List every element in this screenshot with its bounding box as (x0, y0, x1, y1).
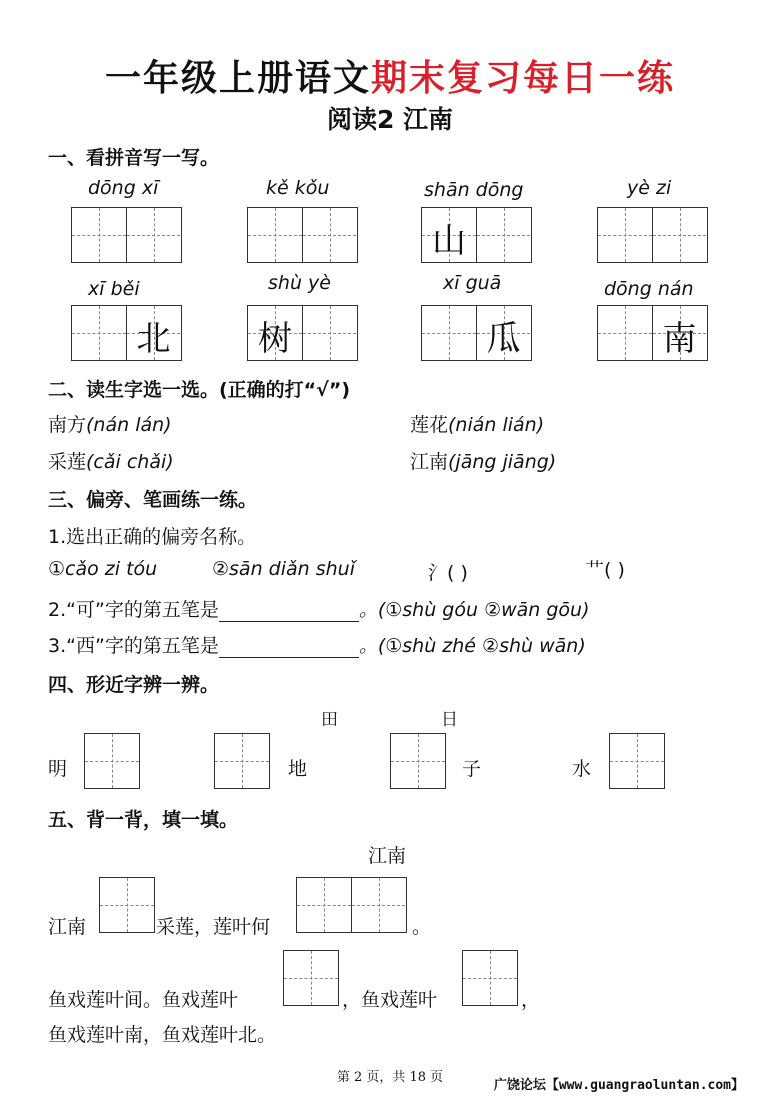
question-2: 2.“可”字的第五笔是 。(①shù góu ②wān gōu) (48, 599, 590, 621)
writing-grid[interactable]: 南 (597, 305, 708, 361)
pinyin-label: xī běi (88, 278, 140, 300)
choice-item[interactable]: 南方(nán lán) (48, 414, 172, 436)
pinyin-label: dōng nán (604, 278, 694, 300)
pinyin-label: kě kǒu (266, 177, 330, 199)
writing-grid[interactable] (597, 207, 708, 263)
poem-line-2a: 鱼戏莲叶间。鱼戏莲叶 (48, 989, 239, 1011)
fill-box[interactable] (283, 950, 339, 1006)
char-before: 水 (572, 758, 592, 780)
page-number: 第 2 页，共 18 页 (336, 1070, 444, 1085)
poem-line-1b: 采莲，莲叶何 (156, 916, 271, 938)
page-title (0, 50, 780, 101)
section1-heading: 一、看拼音写一写。 (48, 147, 220, 169)
fill-box[interactable] (390, 733, 446, 789)
writing-grid[interactable]: 瓜 (421, 305, 532, 361)
writing-grid[interactable] (71, 207, 182, 263)
radical-option-1: ①cǎo zi tóu (48, 558, 158, 580)
title-red: 期末复习每日一练 (371, 58, 676, 99)
title-black: 一年级上册语文 (104, 58, 371, 99)
pinyin-label: shān dōng (424, 179, 524, 201)
poem-line-2b: ，鱼戏莲叶 (342, 989, 438, 1011)
writing-grid[interactable] (247, 207, 358, 263)
fill-box[interactable] (609, 733, 665, 789)
fill-box[interactable] (84, 733, 140, 789)
fill-box[interactable] (462, 950, 518, 1006)
poem-line-2c: ， (521, 989, 541, 1011)
choice-item[interactable]: 江南(jāng jiāng) (410, 451, 557, 473)
char-after: 地 (288, 758, 308, 780)
poem-line-3: 鱼戏莲叶南，鱼戏莲叶北。 (48, 1024, 277, 1046)
radical-blank-1[interactable]: 氵( ) (428, 562, 468, 584)
section2-heading: 二、读生字选一选。(正确的打“√”) (48, 379, 351, 401)
writing-grid[interactable]: 山 (421, 207, 532, 263)
section5-heading: 五、背一背，填一填。 (48, 809, 239, 831)
pinyin-label: xī guā (443, 272, 502, 294)
pinyin-label: shù yè (268, 272, 331, 294)
writing-grid[interactable]: 北 (71, 305, 182, 361)
section4-heading: 四、形近字辨一辨。 (48, 674, 220, 696)
answer-blank[interactable] (219, 601, 359, 622)
site-watermark: 广饶论坛【www.guangraoluntan.com】 (493, 1078, 744, 1093)
writing-grid[interactable]: 树 (247, 305, 358, 361)
section3-heading: 三、偏旁、笔画练一练。 (48, 489, 258, 511)
radical-blank-2[interactable]: 艹( ) (585, 559, 625, 581)
choice-item[interactable]: 莲花(nián lián) (410, 414, 545, 436)
poem-title: 江南 (368, 845, 407, 867)
choice-item[interactable]: 采莲(cǎi chǎi) (48, 451, 174, 473)
choice-char: 田 (321, 710, 338, 730)
question-1: 1.选出正确的偏旁名称。 (48, 526, 257, 548)
choice-char: 日 (441, 710, 458, 730)
poem-line-1c: 。 (412, 916, 432, 938)
radical-option-2: ②sān diǎn shuǐ (212, 558, 355, 580)
char-after: 子 (462, 758, 482, 780)
fill-box[interactable] (99, 877, 155, 933)
char-before: 明 (48, 758, 68, 780)
fill-box-double[interactable] (296, 877, 407, 933)
pinyin-label: yè zi (627, 177, 672, 199)
poem-line-1a: 江南 (48, 916, 87, 938)
question-3: 3.“西”字的第五笔是 。(①shù zhé ②shù wān) (48, 635, 586, 657)
fill-box[interactable] (214, 733, 270, 789)
answer-blank[interactable] (219, 637, 359, 658)
page-subtitle: 阅读2 江南 (326, 105, 454, 134)
pinyin-label: dōng xī (88, 177, 159, 199)
